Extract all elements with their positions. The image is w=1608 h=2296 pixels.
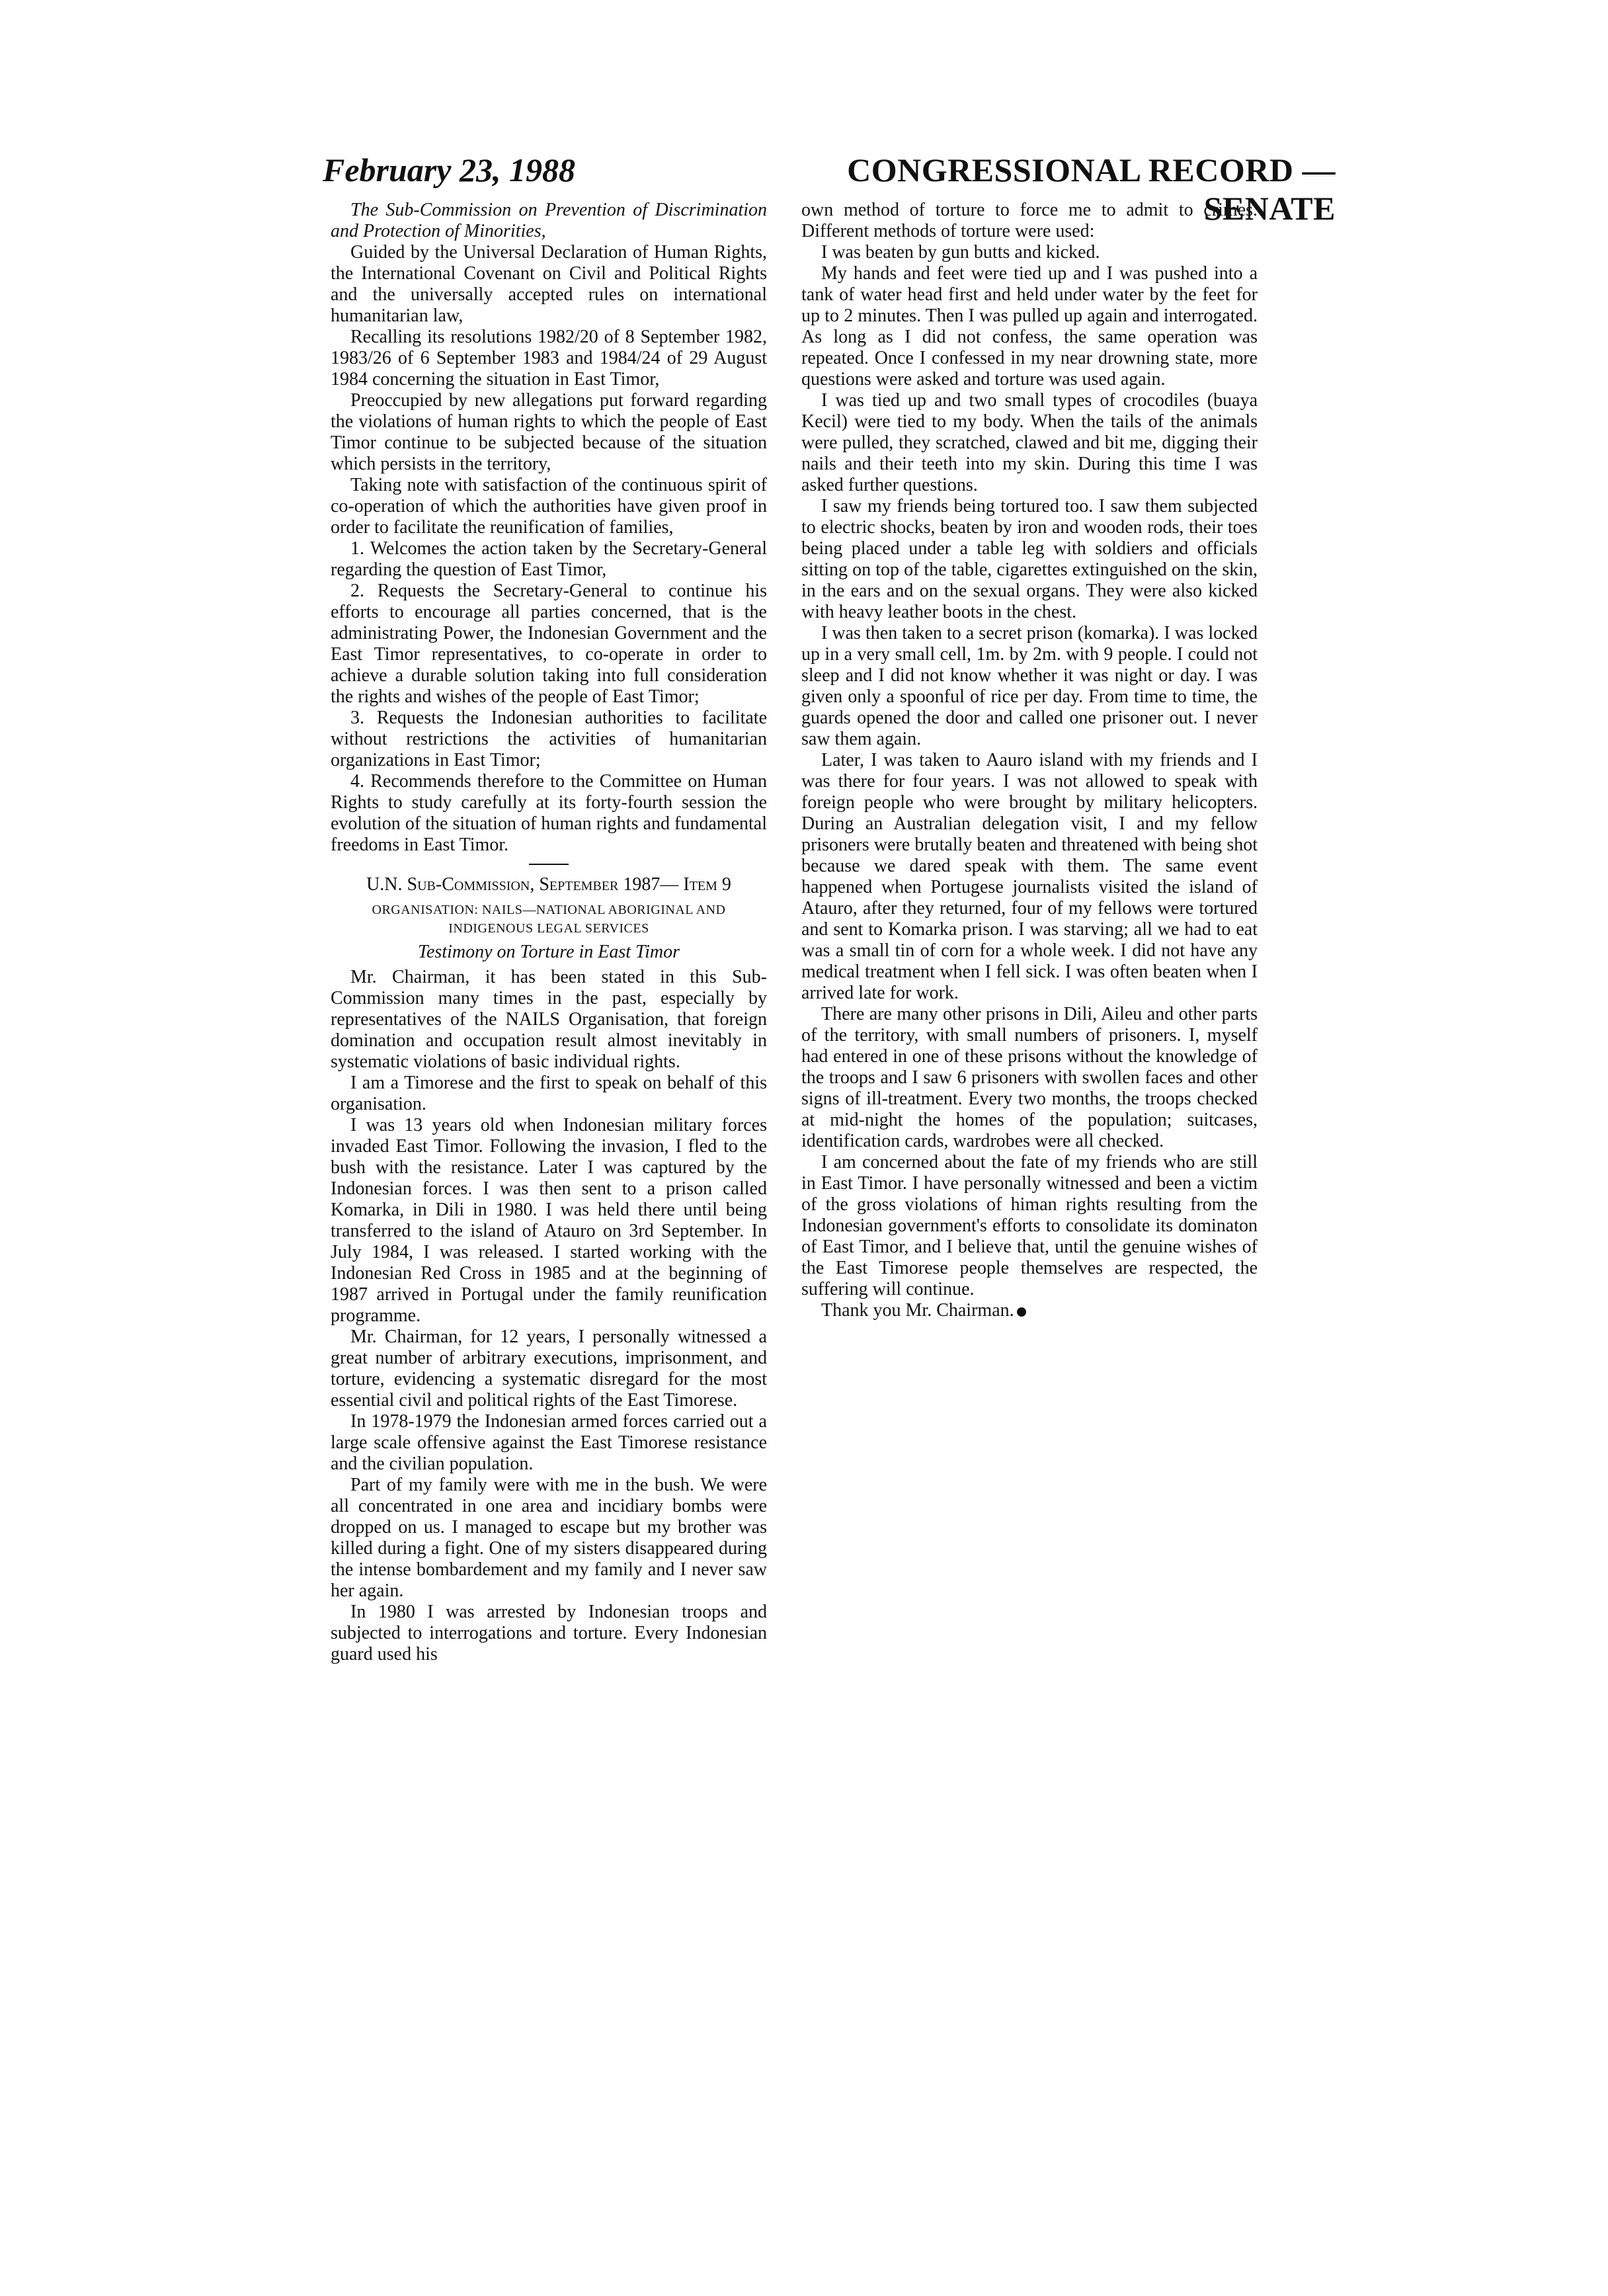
- paragraph: I was then taken to a secret prison (komarka). I was locked up in a very small cell, 1m. by 2m. with 9 people. I could not sleep and I did not know whether it was night or day. I was given only a spoonful of rice per day. From time to time, the guards opened the door and called one prisoner out. I never saw them again.: [801, 623, 1258, 749]
- organisation-heading: ORGANISATION: NAILS—NATIONAL ABORIGINAL AND INDIGENOUS LEGAL SERVICES: [372, 903, 726, 936]
- paragraph: There are many other prisons in Dili, Aileu and other parts of the territory, with small numbers of prisoners. I, myself had entered in one of these prisons without the knowledge of the troops and I saw 6 prisoners with swollen faces and other signs of ill-treatment. Every two months, the troops checked at mid-night the homes of the population; suitcases, identification cards, wardrobes were all checked.: [801, 1004, 1258, 1151]
- left-column: [331, 200, 767, 1665]
- testimony-title: Testimony on Torture in East Timor: [418, 942, 680, 962]
- paragraph: Part of my family were with me in the bush. We were all concentrated in one area and incidiary bombs were dropped on us. I managed to escape but my brother was killed during a fight. One of my sisters disappeared during the intense bombardement and my family and I never saw her again.: [331, 1475, 767, 1601]
- right-column: [801, 200, 1258, 1321]
- paragraph: I was tied up and two small types of crocodiles (buaya Kecil) were tied to my body. When the tails of the animals were pulled, they scratched, clawed and bit me, digging their nails and their teeth into my skin. During this time I was asked further questions.: [801, 390, 1258, 495]
- paragraph: Taking note with satisfaction of the continuous spirit of co-operation of which the authorities have given proof in order to facilitate the reunification of families,: [331, 475, 767, 538]
- paragraph: In 1980 I was arrested by Indonesian troops and subjected to interrogations and torture. Every Indonesian guard used his: [331, 1602, 767, 1664]
- paragraph: I saw my friends being tortured too. I saw them subjected to electric shocks, beaten by iron and wooden rods, their toes being placed under a table leg with soldiers and officials sitting on top of the table, cigarettes extinguished on the skin, in the ears and on the sexual organs. They were also kicked with heavy leather boots in the chest.: [801, 496, 1258, 622]
- section-divider: [529, 864, 569, 865]
- paragraph: My hands and feet were tied up and I was pushed into a tank of water head first and held under water by the feet for up to 2 minutes. Then I was pulled up again and interrogated. As long as I did not confess, the same operation was repeated. Once I confessed in my near drowning state, more questions were asked and torture was used again.: [801, 263, 1258, 390]
- paragraph: 4. Recommends therefore to the Committee on Human Rights to study carefully at its forty-fourth session the evolution of the situation of human rights and fundamental freedoms in East Timor.: [331, 771, 767, 855]
- paragraph: I was beaten by gun butts and kicked.: [821, 242, 1100, 263]
- paragraph: Mr. Chairman, it has been stated in this Sub-Commission many times in the past, especially by representatives of the NAILS Organisation, that foreign domination and occupation result almost inevitably in systematic violations of basic individual rights.: [331, 967, 767, 1072]
- end-of-item-bullet-icon: [1017, 1307, 1026, 1317]
- closing-text: Thank you Mr. Chairman.: [821, 1300, 1014, 1321]
- section-heading: U.N. Sub-Commission, September 1987— Item 9: [366, 874, 731, 895]
- paragraph: Mr. Chairman, for 12 years, I personally witnessed a great number of arbitrary executions, imprisonment, and torture, evidencing a systematic disregard for the most essential civil and political rights of the East Timorese.: [331, 1327, 767, 1411]
- paragraph: 1. Welcomes the action taken by the Secretary-General regarding the question of East Timor,: [331, 538, 767, 580]
- paragraph: I am concerned about the fate of my friends who are still in East Timor. I have personally witnessed and been a victim of the gross violations of himan rights resulting from the Indonesian government's efforts to consolidate its dominaton of East Timor, and I believe that, until the genuine wishes of the East Timorese people themselves are respected, the suffering will continue.: [801, 1152, 1258, 1299]
- paragraph: Later, I was taken to Aauro island with my friends and I was there for four years. I was not allowed to speak with foreign people who were brought by military helicopters. During an Australian delegation visit, I and my fellow prisoners were brutally beaten and threatened with being shot because we dared speak with them. The same event happened when Portugese journalists visited the island of Atauro, after they returned, four of my fellows were tortured and sent to Komarka prison. I was starving; all we had to eat was a small tin of corn for a whole week. I did not have any medical treatment when I fell sick. I was often beaten when I arrived late for work.: [801, 750, 1258, 1003]
- resolution-intro: The Sub-Commission on Prevention of Discrimination and Protection of Minorities,: [331, 200, 767, 241]
- paragraph: In 1978-1979 the Indonesian armed forces carried out a large scale offensive against the East Timorese resistance and the civilian population.: [331, 1411, 767, 1474]
- closing-line: [801, 1300, 1258, 1321]
- paragraph: Preoccupied by new allegations put forward regarding the violations of human rights to which the people of East Timor continue to be subjected because of the situation which persists in the territory,: [331, 390, 767, 474]
- page-date: February 23, 1988: [323, 151, 575, 188]
- paragraph: Guided by the Universal Declaration of Human Rights, the International Covenant on Civil and Political Rights and the universally accepted rules on international humanitarian law,: [331, 242, 767, 326]
- paragraph: Recalling its resolutions 1982/20 of 8 September 1982, 1983/26 of 6 September 1983 and 1984/24 of 29 August 1984 concerning the situation in East Timor,: [331, 327, 767, 390]
- masthead-title: CONGRESSIONAL RECORD — SENATE: [847, 151, 1336, 227]
- paragraph: own method of torture to force me to admit to crimes. Different methods of torture were used:: [801, 200, 1258, 241]
- paragraph: 3. Requests the Indonesian authorities to facilitate without restrictions the activities of humanitarian organizations in East Timor;: [331, 708, 767, 770]
- paragraph: I was 13 years old when Indonesian military forces invaded East Timor. Following the invasion, I fled to the bush with the resistance. Later I was captured by the Indonesian forces. I was then sent to a prison called Komarka, in Dili in 1980. I was held there until being transferred to the island of Atauro on 3rd September. In July 1984, I was released. I started working with the Indonesian Red Cross in 1985 and at the beginning of 1987 arrived in Portugal under the family reunification programme.: [331, 1115, 767, 1326]
- paragraph: I am a Timorese and the first to speak on behalf of this organisation.: [331, 1073, 767, 1114]
- paragraph: 2. Requests the Secretary-General to continue his efforts to encourage all parties concerned, that is the administrating Power, the Indonesian Government and the East Timor representatives, to co-operate in order to achieve a durable solution taking into full consideration the rights and wishes of the people of East Timor;: [331, 581, 767, 707]
